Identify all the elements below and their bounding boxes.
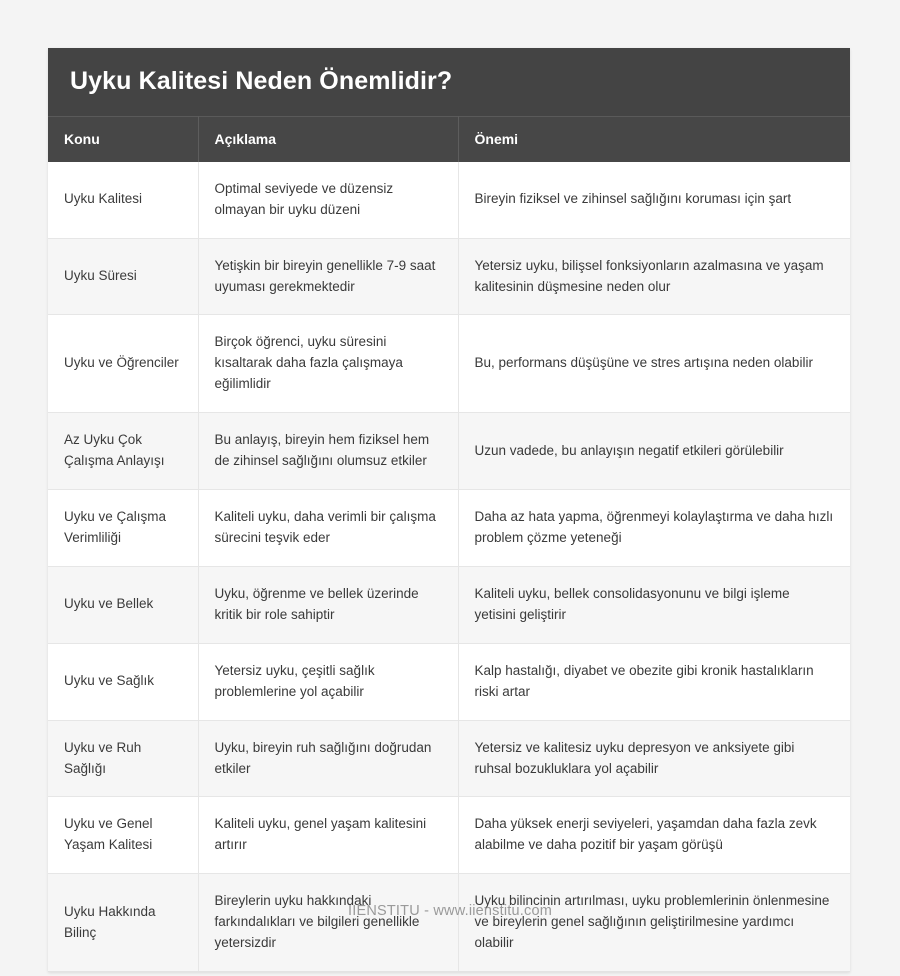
cell-importance: Uyku bilincinin artırılması, uyku problemlerinin önlenmesine ve bireylerin genel sağlığının geliştirilmesine yardımcı olabilir [458,874,850,972]
page-title: Uyku Kalitesi Neden Önemlidir? [70,67,453,95]
column-header-aciklama: Açıklama [198,116,458,162]
comparison-table [48,116,850,972]
cell-importance: Bu, performans düşüşüne ve stres artışına neden olabilir [458,315,850,413]
cell-description: Optimal seviyede ve düzensiz olmayan bir uyku düzeni [198,162,458,238]
cell-description: Bireylerin uyku hakkındaki farkındalıkları ve bilgileri genellikle yetersizdir [198,874,458,972]
table-header [48,116,850,162]
cell-topic: Az Uyku Çok Çalışma Anlayışı [48,413,198,490]
table-row [48,797,850,874]
cell-topic: Uyku ve Ruh Sağlığı [48,720,198,797]
cell-description: Birçok öğrenci, uyku süresini kısaltarak daha fazla çalışmaya eğilimlidir [198,315,458,413]
infographic-card [48,48,850,972]
cell-importance: Kaliteli uyku, bellek consolidasyonunu ve bilgi işleme yetisini geliştirir [458,566,850,643]
cell-topic: Uyku Süresi [48,238,198,315]
cell-description: Yetersiz uyku, çeşitli sağlık problemlerine yol açabilir [198,643,458,720]
table-row [48,566,850,643]
cell-description: Bu anlayış, bireyin hem fiziksel hem de zihinsel sağlığını olumsuz etkiler [198,413,458,490]
cell-importance: Daha az hata yapma, öğrenmeyi kolaylaştırma ve daha hızlı problem çözme yeteneği [458,490,850,567]
table-body [48,162,850,972]
table-row [48,490,850,567]
cell-description: Kaliteli uyku, daha verimli bir çalışma sürecini teşvik eder [198,490,458,567]
table-row [48,162,850,238]
title-bar [48,48,850,116]
cell-description: Uyku, bireyin ruh sağlığını doğrudan etkiler [198,720,458,797]
table-header-row [48,116,850,162]
cell-description: Kaliteli uyku, genel yaşam kalitesini artırır [198,797,458,874]
cell-topic: Uyku ve Öğrenciler [48,315,198,413]
cell-importance: Uzun vadede, bu anlayışın negatif etkileri görülebilir [458,413,850,490]
table-row [48,238,850,315]
table-row [48,315,850,413]
cell-topic: Uyku Hakkında Bilinç [48,874,198,972]
cell-topic: Uyku ve Sağlık [48,643,198,720]
cell-topic: Uyku Kalitesi [48,162,198,238]
cell-description: Yetişkin bir bireyin genellikle 7-9 saat uyuması gerekmektedir [198,238,458,315]
table-row [48,874,850,972]
table-row [48,413,850,490]
table-row [48,720,850,797]
cell-topic: Uyku ve Çalışma Verimliliği [48,490,198,567]
cell-topic: Uyku ve Bellek [48,566,198,643]
cell-importance: Kalp hastalığı, diyabet ve obezite gibi kronik hastalıkların riski artar [458,643,850,720]
column-header-konu: Konu [48,116,198,162]
column-header-onemi: Önemi [458,116,850,162]
footer-attribution: IIENSTITU - www.iienstitu.com [348,903,552,919]
table-row [48,643,850,720]
cell-importance: Daha yüksek enerji seviyeleri, yaşamdan daha fazla zevk alabilme ve daha pozitif bir yaşam görüşü [458,797,850,874]
cell-importance: Yetersiz ve kalitesiz uyku depresyon ve anksiyete gibi ruhsal bozukluklara yol açabilir [458,720,850,797]
cell-topic: Uyku ve Genel Yaşam Kalitesi [48,797,198,874]
cell-importance: Bireyin fiziksel ve zihinsel sağlığını koruması için şart [458,162,850,238]
cell-description: Uyku, öğrenme ve bellek üzerinde kritik bir role sahiptir [198,566,458,643]
cell-importance: Yetersiz uyku, bilişsel fonksiyonların azalmasına ve yaşam kalitesinin düşmesine neden olur [458,238,850,315]
